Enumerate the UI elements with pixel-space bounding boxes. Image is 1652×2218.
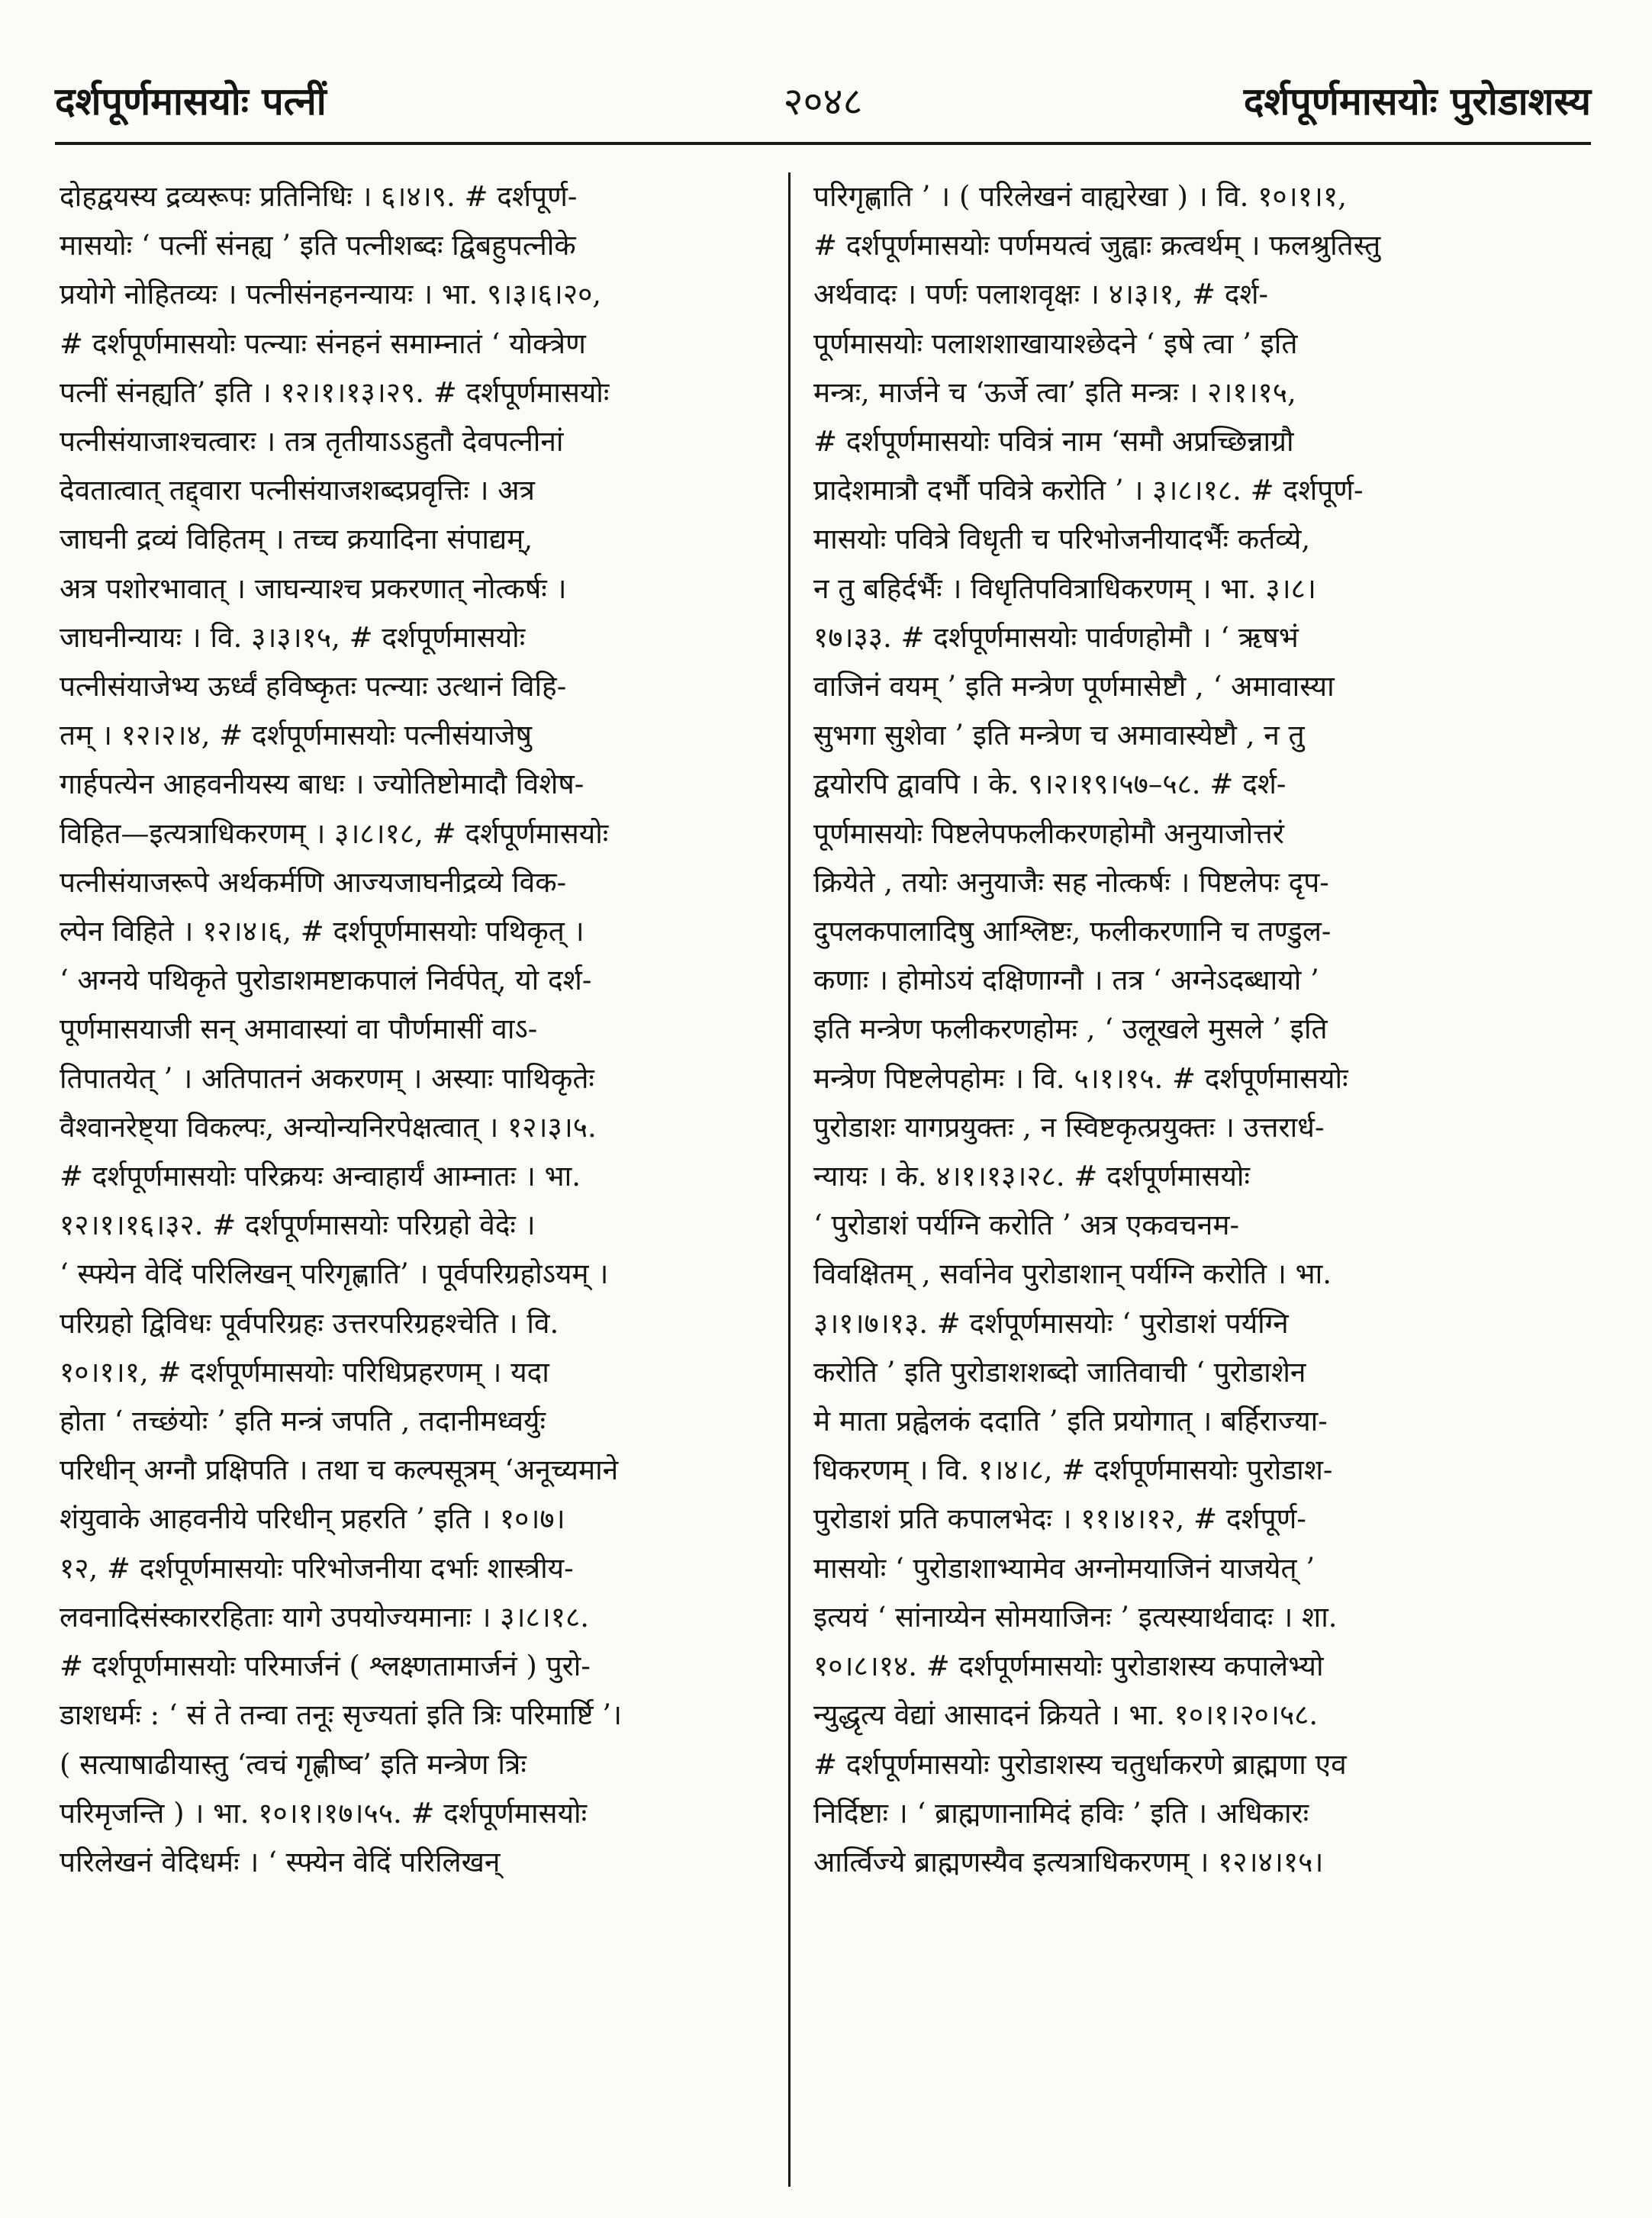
text-line: न्यायः । के. ४।१।१३।२८. # दर्शपूर्णमासयोः bbox=[813, 1160, 1250, 1193]
text-line: सुभगा सुशेवा ’ इति मन्त्रेण च अमावास्येष्टौ , न तु bbox=[813, 719, 1305, 752]
text-line: १०।८।१४. # दर्शपूर्णमासयोः पुरोडाशस्य कपालेभ्यो bbox=[813, 1650, 1324, 1683]
text-line: # दर्शपूर्णमासयोः परिमार्जनं ( श्लक्ष्णतामार्जनं ) पुरो- bbox=[60, 1650, 591, 1683]
text-line: मन्त्रेण पिष्टलेपहोमः । वि. ५।१।१५. # दर्शपूर्णमासयोः bbox=[813, 1061, 1348, 1095]
text-line: दोहद्वयस्य द्रव्यरूपः प्रतिनिधिः । ६।४।९. # दर्शपूर्ण- bbox=[60, 180, 578, 213]
text-line: क्रियेते , तयोः अनुयाजैः सह नोत्कर्षः । पिष्टलेपः दृप- bbox=[813, 865, 1329, 899]
text-line: मासयोः ‘ पुरोडाशाभ्यामेव अग्नोमयाजिनं याजयेत् ’ bbox=[813, 1551, 1315, 1585]
header-right-keyword: दर्शपूर्णमासयोः पुरोडाशस्य bbox=[1243, 79, 1591, 124]
text-line: पत्नीसंयाजरूपे अर्थकर्मणि आज्यजाघनीद्रव्ये विक- bbox=[60, 865, 567, 899]
text-line: पूर्णमासयाजी सन् अमावास्यां वा पौर्णमासीं वाऽ- bbox=[60, 1012, 538, 1046]
text-line: # दर्शपूर्णमासयोः पुरोडाशस्य चतुर्धाकरणे ब्राह्मणा एव bbox=[813, 1747, 1347, 1781]
text-line: तिपातयेत् ’ । अतिपातनं अकरणम् । अस्याः पाथिकृतेः bbox=[60, 1061, 594, 1095]
text-line: पत्नीं संनह्यति’ इति । १२।१।१३।२९. # दर्शपूर्णमासयोः bbox=[60, 375, 610, 409]
text-line: शंयुवाके आहवनीये परिधीन् प्रहरति ’ इति । १०।७। bbox=[60, 1502, 565, 1536]
text-line: पुरोडाशं प्रति कपालभेदः । ११।४।१२, # दर्शपूर्ण- bbox=[813, 1502, 1306, 1536]
text-line: न्युद्धृत्य वेद्यां आसादनं क्रियते । भा. १०।१।२०।५८. bbox=[813, 1698, 1319, 1732]
right-column bbox=[813, 172, 1531, 2187]
text-line: डाशधर्मः : ‘ सं ते तन्वा तनूः सृज्यतां इति त्रिः परिमार्ष्टि ’। bbox=[60, 1698, 623, 1732]
text-line: पत्नीसंयाजाश्चत्वारः । तत्र तृतीयाऽऽहुतौ देवपत्नीनां bbox=[60, 425, 564, 459]
text-line: देवतात्वात् तद्द्वारा पत्नीसंयाजशब्दप्रवृत्तिः । अत्र bbox=[60, 474, 535, 507]
text-line: ( सत्याषाढीयास्तु ‘त्वचं गृह्णीष्व’ इति मन्त्रेण त्रिः bbox=[60, 1747, 527, 1781]
text-line: विहित—इत्यत्राधिकरणम् । ३।८।१८, # दर्शपूर्णमासयोः bbox=[60, 816, 609, 850]
text-line: ३।१।७।१३. # दर्शपूर्णमासयोः ‘ पुरोडाशं पर्यग्नि bbox=[813, 1306, 1289, 1340]
text-line: प्रादेशमात्रौ दर्भौ पवित्रे करोति ’ । ३।८।१८. # दर्शपूर्ण- bbox=[813, 474, 1364, 507]
text-line: वाजिनं वयम् ’ इति मन्त्रेण पूर्णमासेष्टौ , ‘ अमावास्या bbox=[813, 670, 1335, 703]
text-line: धिकरणम् । वि. १।४।८, # दर्शपूर्णमासयोः पुरोडाश- bbox=[813, 1453, 1333, 1487]
text-line: पत्नीसंयाजेभ्य ऊर्ध्वं हविष्कृतः पत्न्याः उत्थानं विहि- bbox=[60, 670, 567, 703]
text-line: मासयोः पवित्रे विधृती च परिभोजनीयादर्भैः कर्तव्ये, bbox=[813, 523, 1311, 556]
text-line: ‘ स्फ्येन वेदिं परिलिखन् परिगृह्णाति’ । पूर्वपरिग्रहोऽयम् । bbox=[60, 1257, 609, 1291]
text-line: परिलेखनं वेदिधर्मः । ‘ स्फ्येन वेदिं परिलिखन् bbox=[60, 1845, 501, 1878]
text-line: # दर्शपूर्णमासयोः परिक्रयः अन्वाहार्यं आम्नातः । भा. bbox=[60, 1160, 581, 1193]
column-divider bbox=[788, 172, 791, 2187]
text-line: वैश्वानरेष्ट्या विकल्पः, अन्योन्यनिरपेक्षत्वात् । १२।३।५. bbox=[60, 1110, 597, 1144]
text-line: अत्र पशोरभावात् । जाघन्याश्च प्रकरणात् नोत्कर्षः । bbox=[60, 571, 567, 605]
text-line: करोति ’ इति पुरोडाशशब्दो जातिवाची ‘ पुरोडाशेन bbox=[813, 1355, 1306, 1389]
text-line: गार्हपत्येन आहवनीयस्य बाधः । ज्योतिष्टोमादौ विशेष- bbox=[60, 768, 584, 801]
header-left-keyword: दर्शपूर्णमासयोः पत्नीं bbox=[55, 79, 327, 124]
text-line: १२, # दर्शपूर्णमासयोः परिभोजनीया दर्भाः शास्त्रीय- bbox=[60, 1551, 574, 1585]
text-line: मासयोः ‘ पत्नीं संनह्य ’ इति पत्नीशब्दः द्विबहुपत्नीके bbox=[60, 229, 576, 262]
text-line: लवनादिसंस्काररहिताः यागे उपयोज्यमानाः । ३।८।१८. bbox=[60, 1600, 590, 1634]
text-line: # दर्शपूर्णमासयोः पर्णमयत्वं जुह्वाः क्रत्वर्थम् । फलश्रुतिस्तु bbox=[813, 229, 1381, 262]
text-line: प्रयोगे नोहितव्यः । पत्नीसंनहनन्यायः । भा. ९।३।६।२०, bbox=[60, 278, 602, 311]
text-line: परिमृजन्ति ) । भा. १०।१।१७।५५. # दर्शपूर्णमासयोः bbox=[60, 1796, 588, 1830]
text-line: ‘ पुरोडाशं पर्यग्नि करोति ’ अत्र एकवचनम- bbox=[813, 1209, 1239, 1242]
text-line: ल्पेन विहिते । १२।४।६, # दर्शपूर्णमासयोः पथिकृत् । bbox=[60, 915, 584, 948]
text-line: परिग्रहो द्विविधः पूर्वपरिग्रहः उत्तरपरिग्रहश्चेति । वि. bbox=[60, 1306, 559, 1340]
left-column bbox=[60, 172, 777, 2187]
text-line: मे माता प्रह्वेलकं ददाति ’ इति प्रयोगात् । बर्हिराज्या- bbox=[813, 1405, 1328, 1438]
text-line: १०।१।१, # दर्शपूर्णमासयोः परिधिप्रहरणम् । यदा bbox=[60, 1355, 549, 1389]
text-line: निर्दिष्टाः । ‘ ब्राह्मणानामिदं हविः ’ इति । अधिकारः bbox=[813, 1796, 1309, 1830]
text-line: जाघनी द्रव्यं विहितम् । तच्च क्रयादिना संपाद्यम्, bbox=[60, 523, 533, 556]
text-line: पूर्णमासयोः पलाशशाखायाश्छेदने ‘ इषे त्वा ’ इति bbox=[813, 327, 1298, 360]
text-line: न तु बहिर्दर्भैः । विधृतिपवित्राधिकरणम् । भा. ३।८। bbox=[813, 571, 1316, 605]
text-line: इति मन्त्रेण फलीकरणहोमः , ‘ उलूखले मुसले ’ इति bbox=[813, 1012, 1328, 1046]
text-line: जाघनीन्यायः । वि. ३।३।१५, # दर्शपूर्णमासयोः bbox=[60, 620, 526, 654]
text-line: १७।३३. # दर्शपूर्णमासयोः पार्वणहोमौ । ‘ ऋषभं bbox=[813, 620, 1299, 654]
text-line: विवक्षितम् , सर्वानेव पुरोडाशान् पर्यग्नि करोति । भा. bbox=[813, 1257, 1332, 1291]
text-line: परिधीन् अग्नौ प्रक्षिपति । तथा च कल्पसूत्रम् ‘अनूच्यमाने bbox=[60, 1453, 619, 1487]
text-line: कणाः । होमोऽयं दक्षिणाग्नौ । तत्र ‘ अग्नेऽदब्धायो ’ bbox=[813, 964, 1319, 997]
header-rule bbox=[55, 142, 1591, 145]
text-line: दुपलकपालादिषु आश्लिष्टः, फलीकरणानि च तण्डुल- bbox=[813, 915, 1332, 948]
text-line: तम् । १२।२।४, # दर्शपूर्णमासयोः पत्नीसंयाजेषु bbox=[60, 719, 533, 752]
text-line: # दर्शपूर्णमासयोः पवित्रं नाम ‘समौ अप्रच्छिन्नाग्रौ bbox=[813, 425, 1294, 459]
page-number: २०४८ bbox=[783, 79, 863, 124]
text-line: पूर्णमासयोः पिष्टलेपफलीकरणहोमौ अनुयाजोत्तरं bbox=[813, 816, 1284, 850]
text-line: ‘ अग्नये पथिकृते पुरोडाशमष्टाकपालं निर्वपेत्, यो दर्श- bbox=[60, 964, 592, 997]
text-line: अर्थवादः । पर्णः पलाशवृक्षः । ४।३।१, # दर्श- bbox=[813, 278, 1269, 311]
text-line: द्वयोरपि द्वावपि । के. ९।२।१९।५७–५८. # दर्श- bbox=[813, 768, 1286, 801]
text-line: १२।१।१६।३२. # दर्शपूर्णमासयोः परिग्रहो वेदेः । bbox=[60, 1209, 536, 1242]
text-line: इत्ययं ‘ सांनाय्येन सोमयाजिनः ’ इत्यस्यार्थवादः । शा. bbox=[813, 1600, 1338, 1634]
running-header bbox=[55, 75, 1591, 128]
text-line: मन्त्रः, मार्जने च ‘ऊर्जे त्वा’ इति मन्त्रः । २।१।१५, bbox=[813, 375, 1296, 409]
text-line: पुरोडाशः यागप्रयुक्तः , न स्विष्टकृत्प्रयुक्तः । उत्तरार्ध- bbox=[813, 1110, 1325, 1144]
text-line: परिगृह्णाति ’ । ( परिलेखनं वाह्यरेखा ) । वि. १०।१।१, bbox=[813, 180, 1347, 213]
text-line: होता ‘ तच्छंयोः ’ इति मन्त्रं जपति , तदानीमध्वर्युः bbox=[60, 1405, 546, 1438]
text-line: # दर्शपूर्णमासयोः पत्न्याः संनहनं समाम्नातं ‘ योक्त्रेण bbox=[60, 327, 586, 360]
text-line: आर्त्विज्ये ब्राह्मणस्यैव इत्यत्राधिकरणम् । १२।४।१५। bbox=[813, 1845, 1324, 1878]
